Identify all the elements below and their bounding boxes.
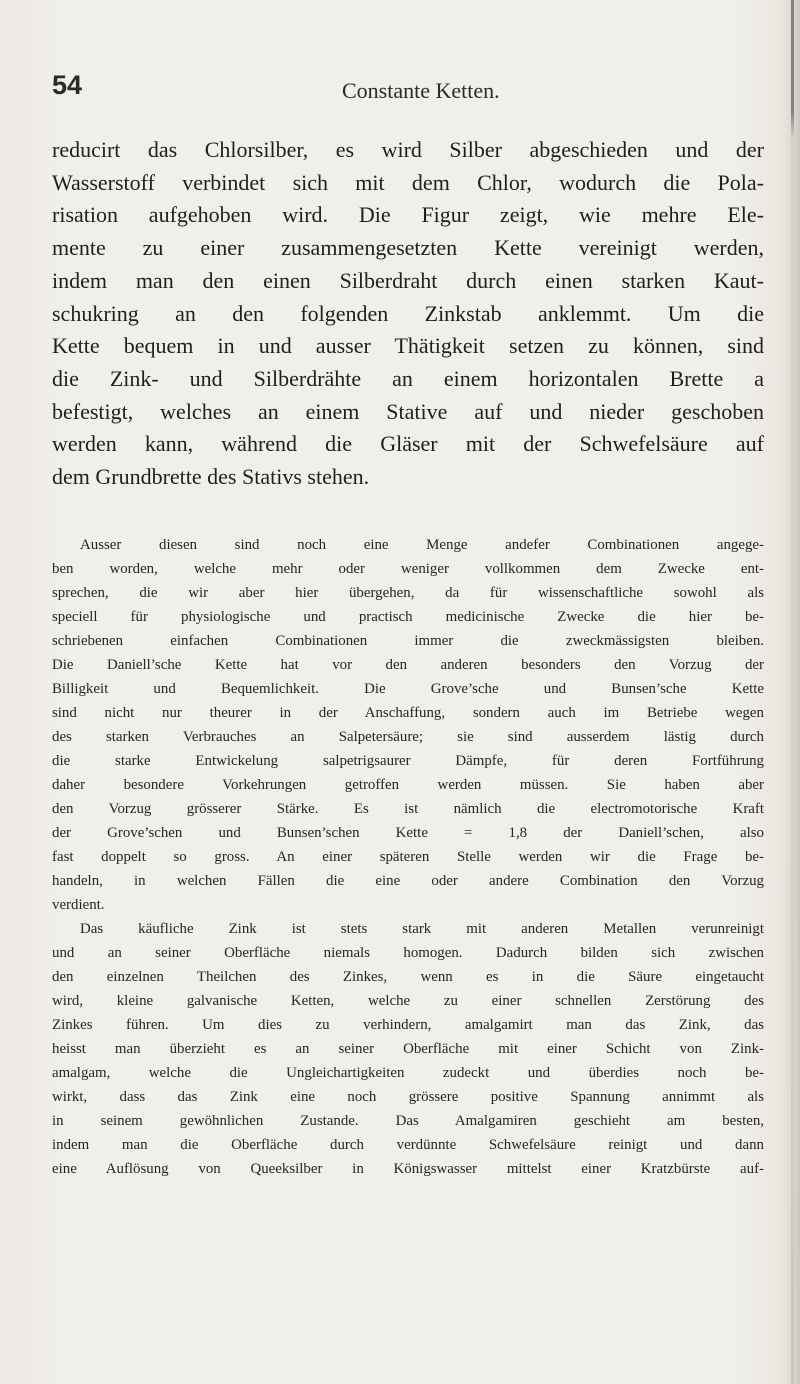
small-print-section [52, 533, 764, 1181]
small-text-line: den einzelnen Theilchen des Zinkes, wenn es in die Säure eingetaucht [52, 969, 764, 985]
text-line: die Zink- und Silberdrähte an einem horizontalen Brette a [52, 365, 764, 391]
small-text-line: Ausser diesen sind noch eine Menge andefer Combinationen angege- [80, 537, 764, 553]
small-text-line: eine Auflösung von Queeksilber in Königswasser mittelst einer Kratzbürste auf- [52, 1161, 764, 1177]
small-text-line: fast doppelt so gross. An einer späteren Stelle werden wir die Frage be- [52, 849, 764, 865]
text-line: mente zu einer zusammengesetzten Kette vereinigt werden, [52, 235, 764, 261]
small-text-line: Billigkeit und Bequemlichkeit. Die Grove’sche und Bunsen’sche Kette [52, 681, 764, 697]
text-line: risation aufgehoben wird. Die Figur zeigt, wie mehre Ele- [52, 202, 764, 228]
small-text-line: sprechen, die wir aber hier übergehen, da für wissenschaftliche sowohl als [52, 585, 764, 601]
text-line: Kette bequem in und ausser Thätigkeit setzen zu können, sind [52, 333, 764, 359]
text-line: reducirt das Chlorsilber, es wird Silber abgeschieden und der [52, 137, 764, 162]
small-text-line: sind nicht nur theurer in der Anschaffung, sondern auch im Betriebe wegen [52, 705, 764, 721]
small-text-line: indem man die Oberfläche durch verdünnte Schwefelsäure reinigt und dann [52, 1137, 764, 1153]
small-text-line: und an seiner Oberfläche niemals homogen. Dadurch bilden sich zwischen [52, 945, 764, 961]
page-edge-line [791, 0, 794, 1384]
small-text-line: daher besondere Vorkehrungen getroffen werden müssen. Sie haben aber [52, 777, 764, 793]
small-text-line: amalgam, welche die Ungleichartigkeiten zudeckt und überdies noch be- [52, 1065, 764, 1081]
small-text-line: handeln, in welchen Fällen die eine oder andere Combination den Vorzug [52, 873, 764, 889]
small-text-line: schriebenen einfachen Combinationen immer die zweckmässigsten bleiben. [52, 633, 764, 649]
small-text-line: verdient. [52, 897, 105, 913]
page-number: 54 [52, 70, 83, 100]
text-line: befestigt, welches an einem Stative auf und nieder geschoben [52, 398, 764, 424]
small-text-line: in seinem gewöhnlichen Zustande. Das Amalgamiren geschieht am besten, [52, 1113, 764, 1129]
small-text-line: die starke Entwickelung salpetrigsaurer Dämpfe, für deren Fortführung [52, 753, 764, 769]
small-text-line: Zinkes führen. Um dies zu verhindern, amalgamirt man das Zink, das [52, 1017, 764, 1033]
text-line: schukring an den folgenden Zinkstab anklemmt. Um die [52, 300, 764, 326]
small-text-line: wird, kleine galvanische Ketten, welche zu einer schnellen Zerstörung des [52, 993, 764, 1009]
text-line: indem man den einen Silberdraht durch einen starken Kaut- [52, 267, 764, 293]
page-header [52, 70, 752, 130]
text-line: dem Grundbrette des Stativs stehen. [52, 464, 370, 490]
text-line: Wasserstoff verbindet sich mit dem Chlor, wodurch die Pola- [52, 169, 764, 195]
small-text-line: der Grove’schen und Bunsen’schen Kette = 1,8 der Daniell’schen, also [52, 825, 764, 841]
small-text-line: ben worden, welche mehr oder weniger vollkommen dem Zwecke ent- [52, 561, 764, 577]
small-text-line: des starken Verbrauches an Salpetersäure; sie sind ausserdem lästig durch [52, 729, 764, 745]
small-text-line: Das käufliche Zink ist stets stark mit anderen Metallen verunreinigt [80, 921, 764, 937]
running-head: Constante Ketten. [342, 78, 500, 103]
main-paragraph [52, 134, 764, 494]
small-text-line: den Vorzug grösserer Stärke. Es ist nämlich die electromotorische Kraft [52, 801, 764, 817]
small-text-line: speciell für physiologische und practisch medicinische Zwecke die hier be- [52, 609, 764, 625]
text-line: werden kann, während die Gläser mit der Schwefelsäure auf [52, 431, 764, 457]
small-text-line: Die Daniell’sche Kette hat vor den anderen besonders den Vorzug der [52, 657, 764, 673]
small-text-line: heisst man überzieht es an seiner Oberfläche mit einer Schicht von Zink- [52, 1041, 764, 1057]
small-text-line: wirkt, dass das Zink eine noch grössere positive Spannung annimmt als [52, 1089, 764, 1105]
